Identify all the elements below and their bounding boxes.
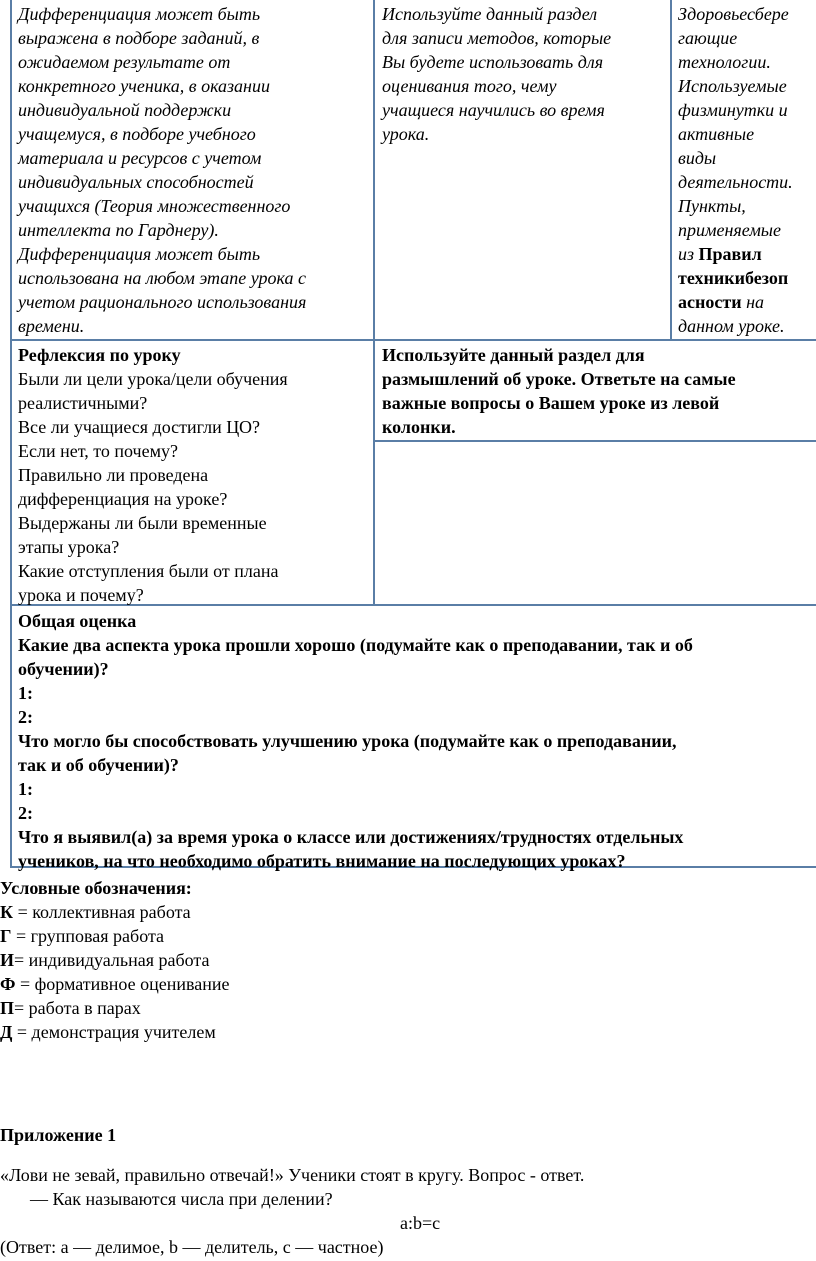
legend-item: П= работа в парах bbox=[0, 998, 141, 1018]
reflection-instruction-cell: Используйте данный раздел для размышлений об уроке. Ответьте на самые важные вопросы о Вашем уроке из левой колонки. bbox=[382, 345, 736, 437]
legend bbox=[0, 876, 230, 1044]
legend-item: Ф = формативное оценивание bbox=[0, 974, 230, 994]
differentiation-cell: Дифференциация может быть выражена в подборе заданий, в ожидаемом результате от конкретного ученика, в оказании индивидуальной поддержки учащемуся, в подборе учебного материала и ресурсов с учетом индивидуальных способностей учащихся (Теория множественного интеллекта по Гарднеру). Дифференциация может быть использована на любом этапе урока с учетом рационального использования времени. bbox=[18, 4, 307, 336]
column-divider-2 bbox=[670, 0, 672, 340]
legend-title: Условные обозначения: bbox=[0, 878, 192, 898]
appendix-question: — Как называются числа при делении? bbox=[30, 1189, 333, 1209]
legend-item: К = коллективная работа bbox=[0, 902, 191, 922]
overall-assessment-cell: Общая оценка Какие два аспекта урока прошли хорошо (подумайте как о преподавании, так и об обучении)? 1: 2: Что могло бы способствовать улучшению урока (подумайте как о преподавании, так и об обучении)? 1: 2: Что я выявил(а) за время урока о классе или достижениях/трудностях отдельных учеников, на что необходимо обратить внимание на последующих уроках? bbox=[18, 609, 816, 873]
appendix-intro: «Лови не зевай, правильно отвечай!» Ученики стоят в кругу. Вопрос - ответ. bbox=[0, 1165, 585, 1185]
appendix-formula: a:b=c bbox=[400, 1213, 441, 1233]
legend-item: Д = демонстрация учителем bbox=[0, 1022, 216, 1042]
appendix-title: Приложение 1 bbox=[0, 1125, 117, 1145]
overall-assessment-title: Общая оценка bbox=[18, 611, 137, 631]
reflection-title: Рефлексия по уроку bbox=[18, 345, 181, 365]
health-technologies-cell: Здоровьесбере гающие технологии. Используемые физминутки и активные виды деятельности. Пункты, применяемые из Правил техникибезоп асности на данном уроке. bbox=[678, 4, 793, 336]
legend-item: Г = групповая работа bbox=[0, 926, 165, 946]
reflection-cell: Рефлексия по уроку Были ли цели урока/цели обучения реалистичными? Все ли учащиеся достигли ЦО? Если нет, то почему? Правильно ли проведена дифференциация на уроке? Выдержаны ли были временные этапы урока? Какие отступления были от плана урока и почему? bbox=[18, 343, 370, 607]
table-border-left bbox=[10, 0, 12, 868]
assessment-cell: Используйте данный раздел для записи методов, которые Вы будете использовать для оценивания того, чему учащиеся научились во время урока. bbox=[382, 4, 612, 144]
column-divider-1 bbox=[373, 0, 375, 605]
legend-item: И= индивидуальная работа bbox=[0, 950, 210, 970]
appendix-answer: (Ответ: а — делимое, b — делитель, c — частное) bbox=[0, 1237, 384, 1257]
row-divider-1 bbox=[10, 339, 816, 341]
row-divider-inner bbox=[373, 440, 816, 442]
